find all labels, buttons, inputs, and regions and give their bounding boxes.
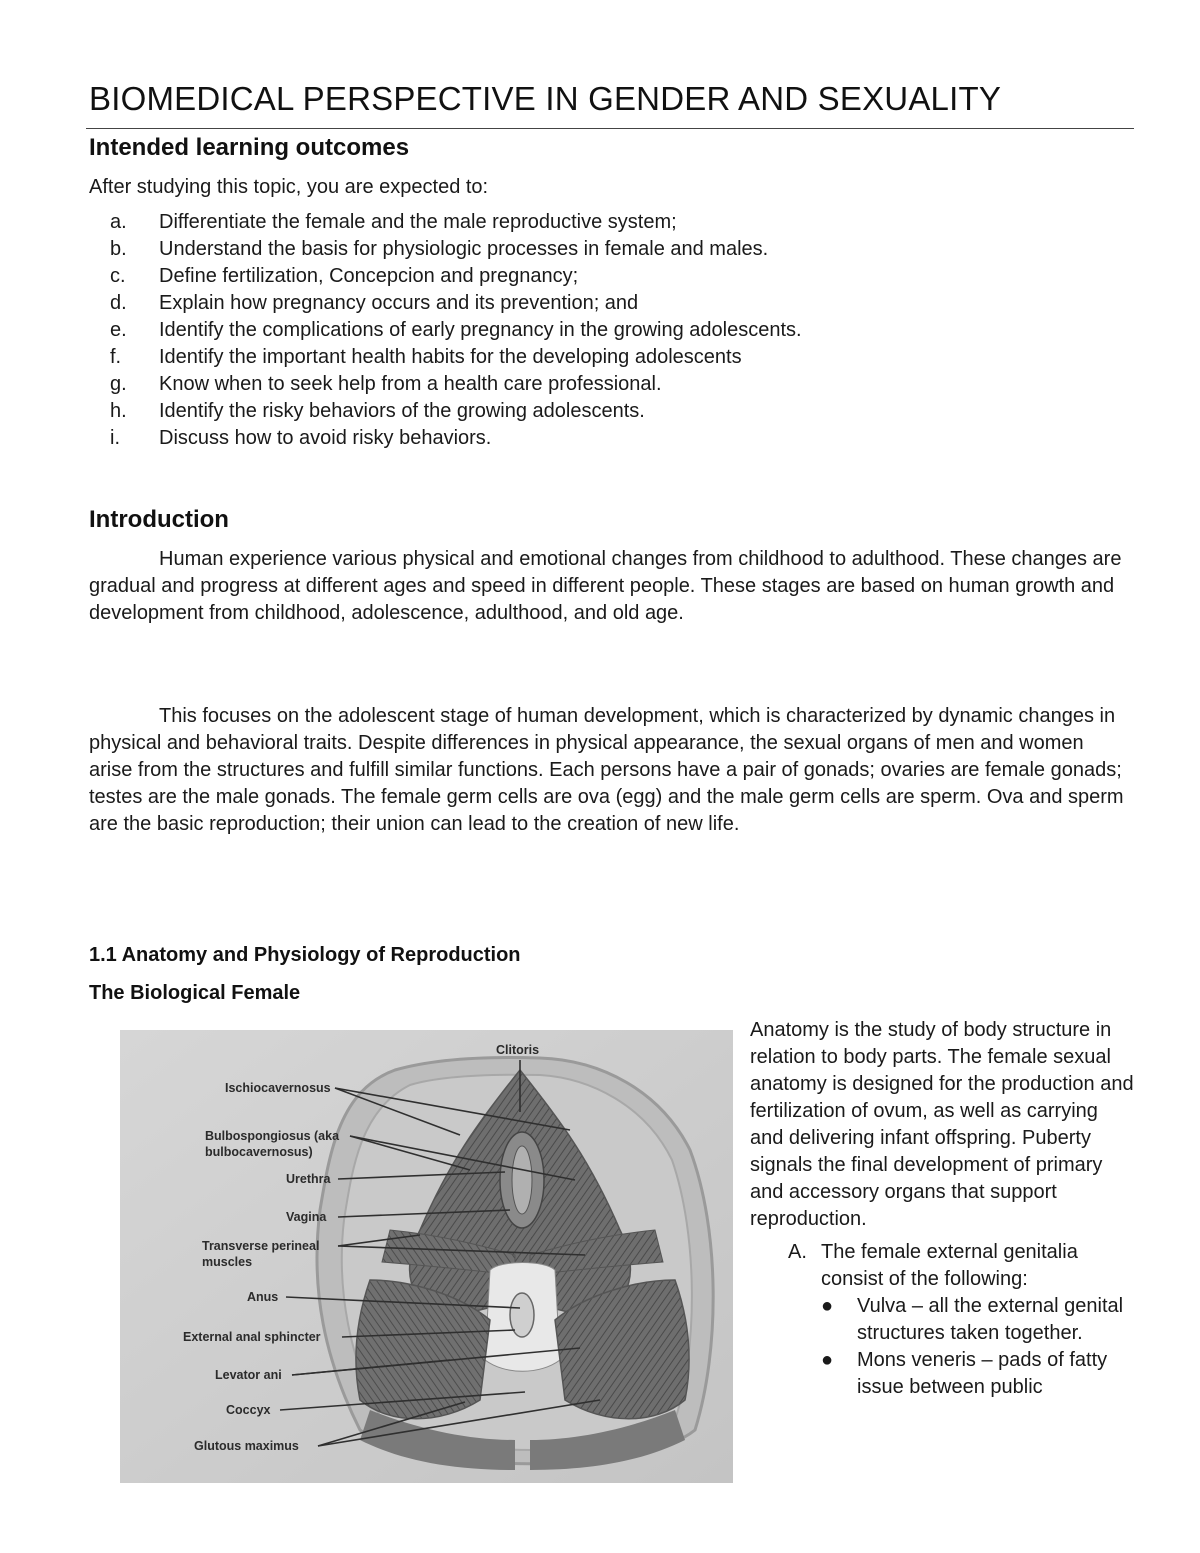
learning-outcomes-lead: After studying this topic, you are expected to: xyxy=(89,176,489,198)
label-bulbospongiosus-2: bulbocavernosus) xyxy=(205,1145,313,1159)
label-ischiocavernosus: Ischiocavernosus xyxy=(225,1081,331,1095)
genitalia-bullets xyxy=(821,1293,1135,1401)
bullet-icon: ● xyxy=(821,1295,834,1317)
label-bulbospongiosus-1: Bulbospongiosus (aka xyxy=(205,1129,340,1143)
label-gluteus-maximus: Glutous maximus xyxy=(194,1439,299,1453)
section-heading: 1.1 Anatomy and Physiology of Reproduction xyxy=(89,944,521,966)
label-transverse-2: muscles xyxy=(202,1255,253,1269)
label-clitoris: Clitoris xyxy=(496,1043,540,1057)
vaginal-inner xyxy=(512,1146,532,1214)
side-column xyxy=(750,1017,1135,1401)
bullet-icon: ● xyxy=(821,1349,834,1371)
label-levator-ani: Levator ani xyxy=(215,1368,282,1382)
learning-outcomes-heading: Intended learning outcomes xyxy=(89,134,410,161)
list-item: ● Mons veneris – pads of fatty issue between public xyxy=(821,1349,1108,1398)
label-coccyx: Coccyx xyxy=(226,1403,271,1417)
label-urethra: Urethra xyxy=(286,1172,331,1186)
label-anus: Anus xyxy=(247,1290,279,1304)
label-external-anal-sphincter: External anal sphincter xyxy=(183,1330,321,1344)
document-page: BIOMEDICAL PERSPECTIVE IN GENDER AND SEXUALITY Intended learning outcomes After studying this topic, you are expected to: a. Differentiate the female and the male reproductive system; b. Understand the basis for physiologic processes in female and males. c. Define fertilization, Concepcion and pregnancy; d. Explain how pregnancy occurs and its prevention; and e. Identify the complications of early pregnancy in the growing adolescents. f. Identify the important health habits for the developing adolescents g. Know when to seek help from a health care professional. h. Identify the risky behaviors of the growing adolescents. i. Discuss how to avoid risky behaviors. Introduction Human experience various physical and emotional changes from childhood to adulthood. These changes are gradual and progress at different ages and speed in different people. These stages are based on human growth and development from childhood, adolescence, adulthood, and old age. This focuses on the adolescent stage of human development, which is characterized by dynamic changes in physical and behavioral traits. Despite differences in physical appearance, the sexual organs of men and women arise from the structures and fulfill similar functions. Each persons have a pair of gonads; ovaries are female gonads; testes are the male gonads. The female germ cells are ova (egg) and the male germ cells are sperm. Ova and sperm are the basic reproduction; their union can lead to the creation of new life. 1.1 Anatomy and Physiology of Reproduction The Biological Female Clitoris Ischiocavernosus Bulbospongiosus (aka bulbocavernosus) Urethra Vagina Transverse perineal muscles Anus External anal sphincter Levator ani Coccyx Glutous maximus Anatomy is the study of body structure in relation to body parts. The female sexual anatomy is designed for the production and fertilization of ovum, as well as carrying and delivering infant offspring. Puberty signals the final development of primary and accessory organs that support reproduction. A. The female external genitalia consist of the following: ● Vulva – all the external genital structures taken together. ● Mons veneris – pads of fatty issue between public xyxy=(0,0,1200,1553)
document-title: BIOMEDICAL PERSPECTIVE IN GENDER AND SEXUALITY xyxy=(89,80,1002,117)
introduction-paragraph-1: Human experience various physical and emotional changes from childhood to adulthood. These changes are gradual and progress at different ages and speed in different people. These stages are based on human growth and development from childhood, adolescence, adulthood, and old age. xyxy=(89,548,1122,624)
title-divider xyxy=(86,128,1134,129)
introduction-heading: Introduction xyxy=(89,506,229,533)
list-item: ● Vulva – all the external genital structures taken together. xyxy=(821,1295,1124,1344)
external-genitalia-list xyxy=(750,1239,1135,1401)
anatomy-definition: Anatomy is the study of body structure in relation to body parts. The female sexual anatomy is designed for the production and fertilization of ovum, as well as carrying and delivering infant offspring. Puberty signals the final development of primary and accessory organs that support reproduction. xyxy=(750,1019,1134,1230)
label-vagina: Vagina xyxy=(286,1210,327,1224)
section-subheading: The Biological Female xyxy=(89,982,301,1004)
list-item: A. The female external genitalia consist of the following: ● Vulva – all the external genital structures taken together. ● Mons veneris – pads of fatty issue between public xyxy=(750,1239,1135,1401)
introduction-paragraph-2: This focuses on the adolescent stage of human development, which is characterized by dynamic changes in physical and behavioral traits. Despite differences in physical appearance, the sexual organs of men and women arise from the structures and fulfill similar functions. Each persons have a pair of gonads; ovaries are female gonads; testes are the male gonads. The female germ cells are ova (egg) and the male germ cells are sperm. Ova and sperm are the basic reproduction; their union can lead to the creation of new life. xyxy=(89,705,1124,835)
label-transverse-1: Transverse perineal xyxy=(202,1239,320,1253)
female-perineum-figure xyxy=(120,1030,733,1483)
anatomy-diagram xyxy=(120,1030,733,1483)
